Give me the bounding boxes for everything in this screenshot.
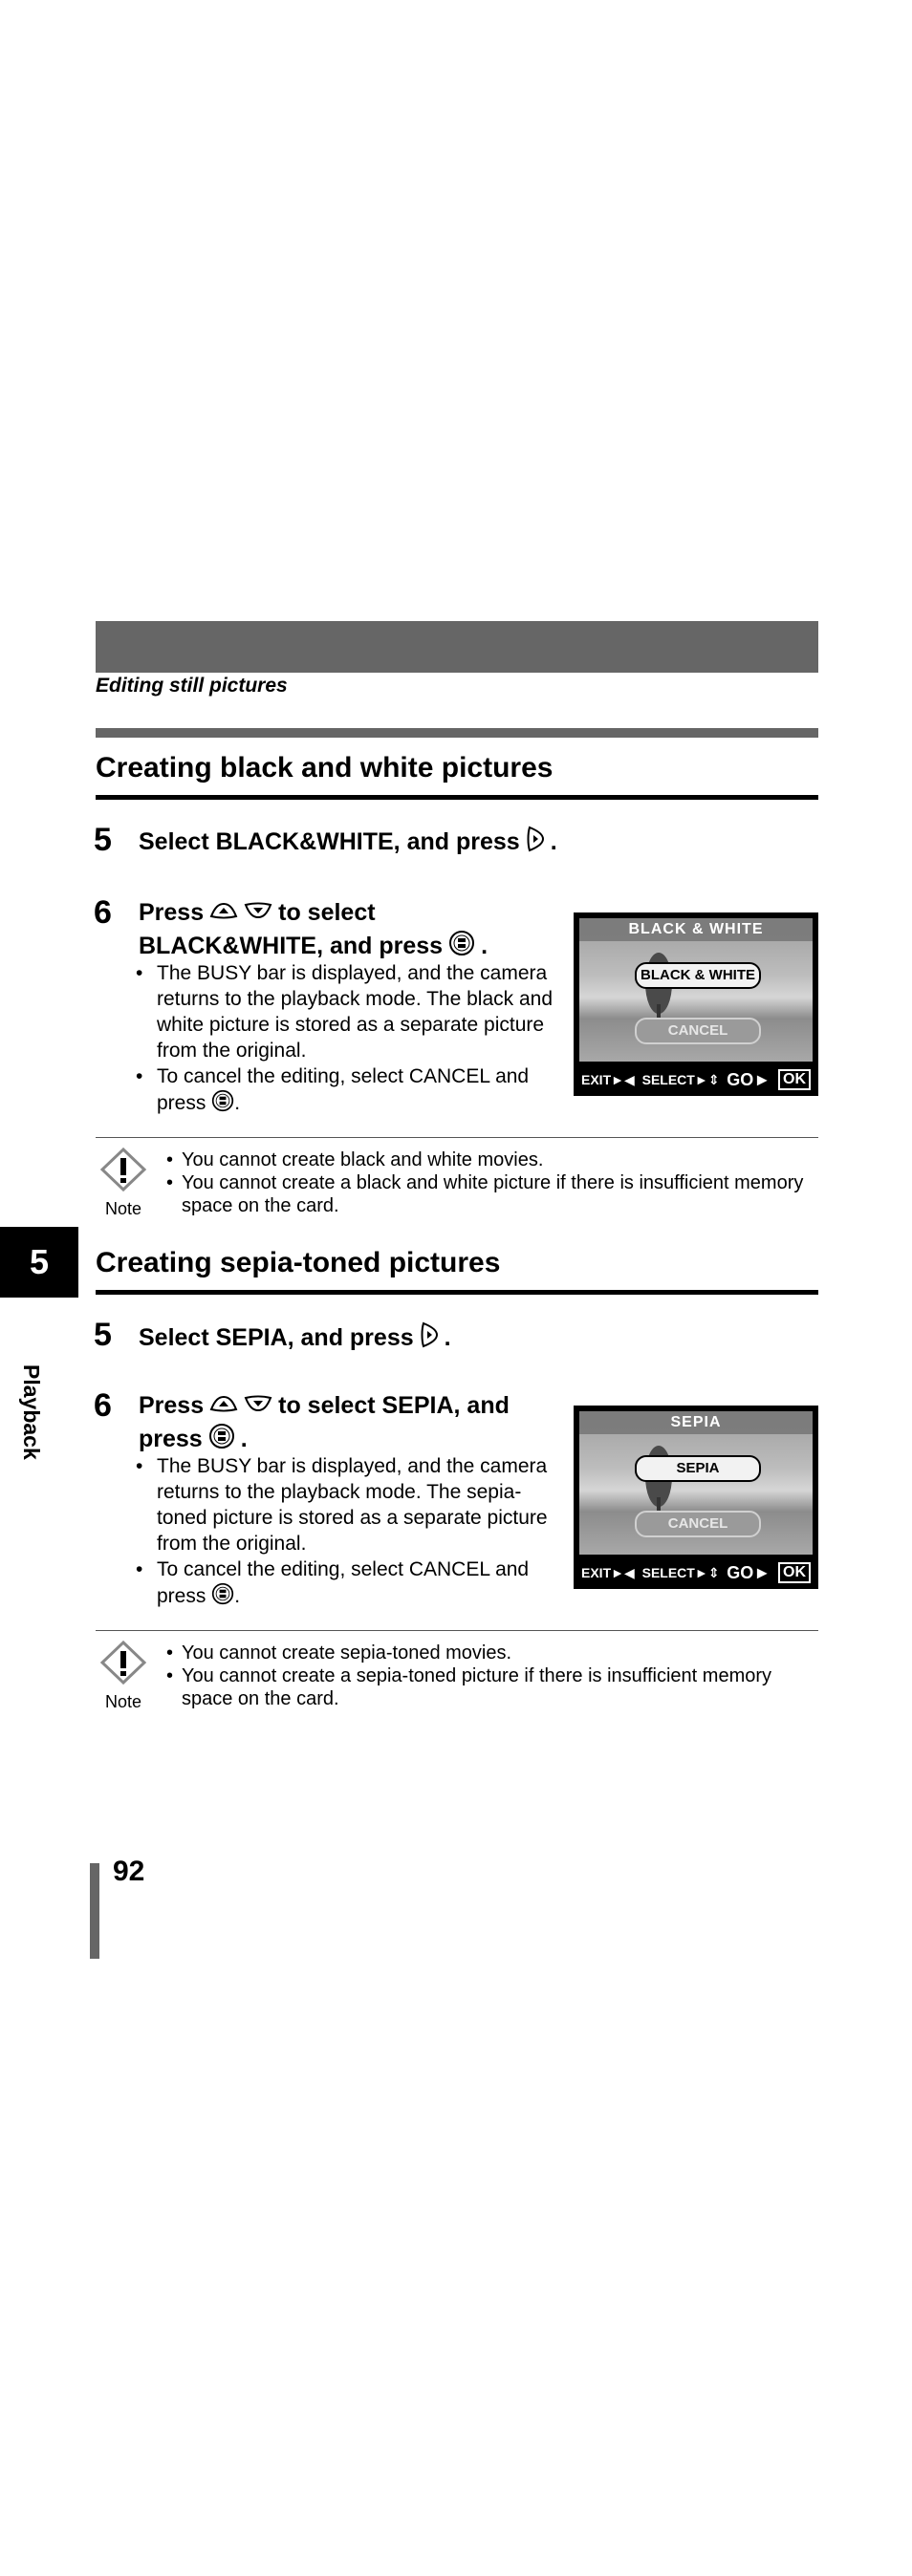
sepia-bullet-1: • The BUSY bar is displayed, and the camera returns to the playback mode. The sepia-toned picture is stored as a separate picture from the original. (134, 1453, 554, 1556)
sepia-footer-select: SELECT (641, 1564, 695, 1580)
bw-bullet-1: • The BUSY bar is displayed, and the camera returns to the playback mode. The black and white picture is stored as a separate picture from the original. (134, 960, 554, 1063)
bw-camera-screen (574, 912, 818, 1096)
bw-step6-press-label: Press (139, 899, 205, 926)
right-arrow-button-icon (420, 1321, 439, 1355)
bw-screen-footer: EXIT►◀ SELECT►⇕ GO► OK (579, 1067, 813, 1092)
bw-screen-title: BLACK & WHITE (579, 918, 813, 941)
bw-note-bullet-1: • You cannot create black and white movies. (164, 1148, 814, 1171)
up-arrow-button-icon (209, 1392, 238, 1420)
section-label: Editing still pictures (96, 675, 288, 697)
note-warning-icon (99, 1147, 147, 1192)
ok-menu-button-icon (211, 1089, 234, 1119)
sepia-step6-press-label: Press (139, 1392, 205, 1419)
bw-step6-number: 6 (94, 894, 112, 931)
section-divider-bar (96, 728, 818, 738)
sepia-step6-line2: press . (139, 1423, 248, 1456)
bw-heading-rule (96, 795, 818, 800)
page-number: 92 (113, 1856, 145, 1887)
bw-step6-line2: BLACK&WHITE, and press . (139, 930, 488, 963)
sepia-screen-footer: EXIT►◀ SELECT►⇕ GO► OK (579, 1560, 813, 1585)
bw-step6-line2-label: BLACK&WHITE, and press (139, 933, 444, 959)
bw-heading: Creating black and white pictures (96, 752, 554, 784)
ok-menu-button-icon (211, 1582, 234, 1612)
sepia-note-bullet-2: • You cannot create a sepia-toned picture if there is insufficient memory space on the card. (164, 1664, 814, 1710)
bw-note (98, 1147, 149, 1219)
sepia-note (98, 1640, 149, 1712)
bw-note-divider (96, 1137, 818, 1138)
sepia-bullet-2: • To cancel the editing, select CANCEL and press . (134, 1556, 554, 1612)
bw-screen-option-selected[interactable]: BLACK & WHITE (635, 962, 761, 989)
sepia-step5-label: Select SEPIA, and press (139, 1324, 414, 1351)
bw-screen-option-cancel[interactable]: CANCEL (635, 1018, 761, 1044)
sepia-footer-go: GO (727, 1562, 754, 1582)
down-arrow-button-icon (244, 1392, 272, 1420)
sepia-step6-line1 (139, 1392, 510, 1420)
sepia-heading-rule (96, 1290, 818, 1295)
header-bar (96, 621, 818, 673)
note-warning-icon (99, 1640, 147, 1685)
right-arrow-button-icon (526, 826, 545, 859)
sepia-note-bullets (164, 1642, 814, 1710)
sepia-step6-bullets (134, 1453, 554, 1612)
bw-screen-preview (579, 918, 813, 1062)
up-arrow-button-icon (209, 899, 238, 927)
bw-footer-select: SELECT (641, 1071, 695, 1087)
bw-step6-to-select: to select (278, 899, 376, 926)
sepia-note-bullet-1: • You cannot create sepia-toned movies. (164, 1642, 814, 1664)
sepia-step6-to-select: to select SEPIA, and (278, 1392, 510, 1419)
page-number-bar (90, 1863, 99, 1959)
bw-note-label: Note (104, 1199, 142, 1218)
sepia-footer-ok: OK (778, 1562, 811, 1583)
sepia-screen-preview (579, 1411, 813, 1555)
ok-menu-button-icon (448, 930, 475, 963)
sepia-screen-title: SEPIA (579, 1411, 813, 1434)
bw-step5-label: Select BLACK&WHITE, and press (139, 828, 520, 855)
bw-step5-text: Select BLACK&WHITE, and press . (139, 826, 557, 859)
sepia-screen-option-selected[interactable]: SEPIA (635, 1455, 761, 1482)
bw-step6-line1 (139, 899, 376, 927)
bw-footer-go: GO (727, 1069, 754, 1089)
sepia-step5-number: 5 (94, 1317, 112, 1353)
bw-step6-bullets (134, 960, 554, 1119)
sepia-footer-exit: EXIT (581, 1564, 612, 1580)
sepia-heading: Creating sepia-toned pictures (96, 1247, 501, 1278)
sepia-step5-text: Select SEPIA, and press . (139, 1321, 451, 1355)
bw-footer-exit: EXIT (581, 1071, 612, 1087)
bw-step5-number: 5 (94, 822, 112, 858)
bw-bullet-2: • To cancel the editing, select CANCEL and press . (134, 1063, 554, 1119)
chapter-tab: 5 (0, 1227, 78, 1298)
down-arrow-button-icon (244, 899, 272, 927)
sepia-note-label: Note (104, 1692, 142, 1711)
bw-footer-ok: OK (778, 1069, 811, 1090)
bw-note-bullet-2: • You cannot create a black and white picture if there is insufficient memory space on the card. (164, 1171, 814, 1217)
ok-menu-button-icon (208, 1423, 235, 1456)
sepia-screen-option-cancel[interactable]: CANCEL (635, 1511, 761, 1537)
sepia-camera-screen (574, 1406, 818, 1589)
sepia-note-divider (96, 1630, 818, 1631)
sepia-step6-line2-label: press (139, 1426, 203, 1452)
sepia-step6-number: 6 (94, 1387, 112, 1424)
chapter-label: Playback (19, 1364, 44, 1460)
bw-note-bullets (164, 1148, 814, 1217)
